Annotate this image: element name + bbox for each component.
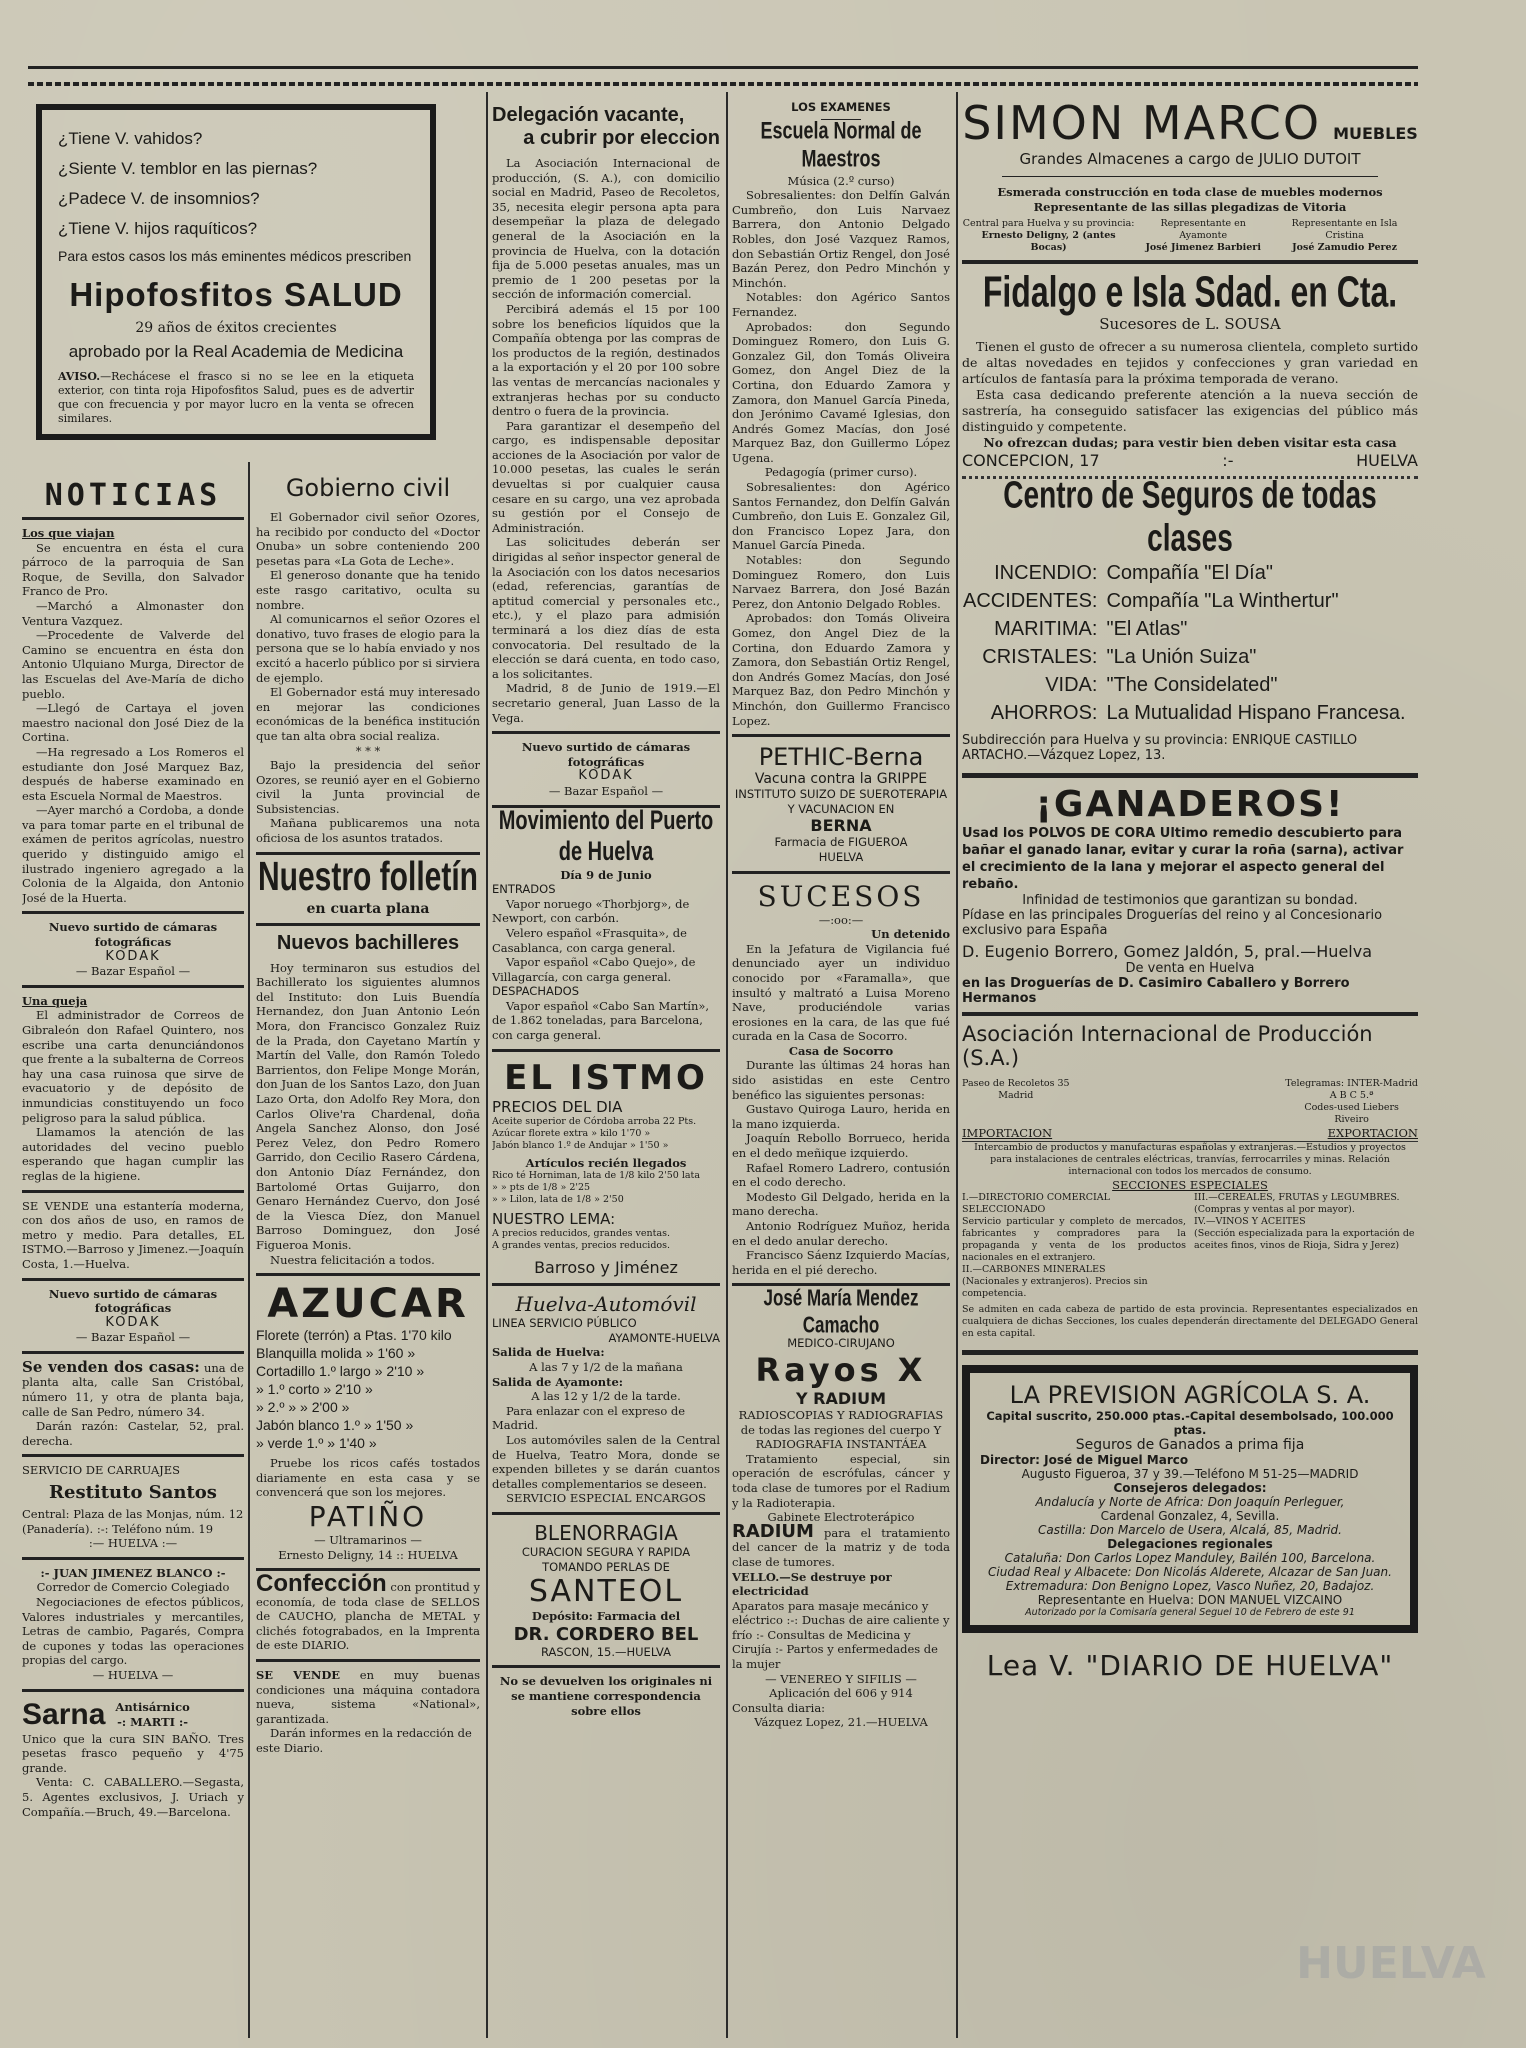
column-ads: [962, 96, 1418, 2040]
automovil-line: LINEA SERVICIO PÚBLICO: [492, 1316, 637, 1331]
ad-years: 29 años de éxitos crecientes: [135, 320, 337, 336]
sucesos-sep: —:oo:—: [818, 912, 864, 927]
simon-branch: José Jimenez Barbieri: [1145, 242, 1261, 254]
ad-hipofosfitos-salud: [36, 104, 436, 440]
pethic-vacuna: Vacuna contra la GRIPPE: [754, 771, 928, 788]
seguro-company: Compañía "El Día": [1106, 562, 1273, 585]
ad-brand: Hipofosfitos SALUD: [69, 276, 403, 313]
news-item: Joaquín Rebollo Borrueco, herida en el dedo meñique izquierdo.: [732, 1131, 950, 1161]
ad-notice: —Rechácese el frasco si no se lee en la etiqueta exterior, con tinta roja Hipofosfitos Salud, pues es de advertir que con frecuencia y por mayor lucro en la venta se ofrecen similares.: [58, 370, 414, 425]
ganaderos-title: ¡GANADEROS!: [1035, 784, 1345, 826]
jimenez-text: Negociaciones de efectos públicos, Valores industriales y mercantiles, Letras de cambio, Pagarés, Compra de cupones y todas las operaciones propias del cargo.: [22, 1595, 244, 1668]
vello: VELLO.—Se destruye por electricidad: [732, 1569, 892, 1599]
puerto-section: ENTRADOS: [492, 882, 556, 897]
top-rule: [28, 66, 1418, 69]
venereo: — VENEREO Y SIFILIS —: [765, 1671, 917, 1686]
fidalgo-title: Fidalgo e Isla Sdad. en Cta.: [982, 267, 1398, 317]
simon-branch-label: Representante en Ayamonte: [1160, 218, 1246, 242]
seguro-company: La Mutualidad Hispano Francesa.: [1106, 702, 1406, 725]
ad-notice-label: AVISO.: [58, 370, 101, 383]
news-item: El Gobernador está muy interesado en mejorar las condiciones económicas de la benéfica institución que tan alta obra social realiza.: [256, 685, 480, 743]
seguro-kind: INCENDIO:: [994, 562, 1098, 585]
blenorragia-title: BLENORRAGIA: [534, 1520, 678, 1545]
bachilleres-text: Hoy terminaron sus estudios del Bachillerato los siguientes alumnos del Instituto: don Luis Buendía Hernandez, don Juan Antonio León Mora, don Francisco Gonzalez Ruiz de la Prada, don Cayetano Martín y Martín del Valle, don Ramón Toledo Barrientos, don Felipe Monge Morán, don Juan de los Santos Lazo, don Juan Lazo Orta, don Adolfo Rey Mora, don Carlos Olive'ra Chardenal, doña Angela Sanchez Alonso, don José Perez Velez, don Pedro Romero Garrido, don Cecilio Rasero Cárdena, don Antonio Díaz Fernández, don Bartolomé Ortas Guijarro, don Genaro Hernández Cuervo, don José de la Viesca Díez, don Manuel Barroso Dominguez, don José Figueroa Monis.: [256, 960, 480, 1252]
asoc-title: Asociación Internacional de Producción (S.A.): [962, 1022, 1373, 1071]
trat-text: Tratamiento especial, sin operación de escrófulas, cáncer y toda clase de tumores por el Radium y la Radioterapia.: [732, 1451, 950, 1510]
seguro-company: "The Considelated": [1106, 674, 1278, 697]
price-row: » » pts de 1/8 » 2'25: [492, 1182, 591, 1194]
sarna-sub: Antisárnico: [115, 1699, 190, 1714]
sarna-text: Unico que la cura SIN BAÑO. Tres pesetas frasco pequeño y 4'75 grande.: [22, 1731, 244, 1775]
price-row: » 1.º corto » 2'10 »: [256, 1381, 373, 1398]
news-item: Mañana publicaremos una nota oficiosa de los asuntos tratados.: [256, 816, 480, 846]
ad-lead: Para estos casos los más eminentes médicos prescriben: [58, 248, 412, 264]
price-row: Rico té Horniman, lata de 1/8 kilo 2'50 lata: [492, 1170, 700, 1182]
asoc-tele: Telegramas: INTER-Madrid: [1285, 1078, 1418, 1090]
simon-branch: Ernesto Deligny, 2 (antes Bocas): [981, 230, 1116, 254]
devuelven-notice: No se devuelven los originales ni se mantiene correspondencia sobre ellos: [499, 1674, 713, 1718]
confeccion-title: Confección: [256, 1570, 387, 1598]
bachilleres-heading: Nuevos bachilleres: [276, 931, 460, 954]
vende-label: SE VENDE: [256, 1668, 341, 1683]
column-divider: [248, 462, 250, 2038]
ad-question: ¿Padece V. de insomnios?: [58, 189, 260, 208]
news-item: —Procedente de Valverde del Camino se encuentra en ésta don Antonio Ulquiano Murga, Director de las Escuelas del Ave-María de dicho pueblo.: [22, 628, 244, 701]
fidalgo-city: HUELVA: [1356, 451, 1418, 471]
news-item: Las solicitudes deberán ser dirigidas al señor inspector general de la Asociación con los datos necesarios (edad, referencias, garantías de aptitud comercial y personales etc., etc.), y el plazo para admisión terminará a los diez días de esta convocatoria. Del resultado de la elección se dará cuenta, en todo caso, a los solicitantes.: [492, 535, 720, 681]
news-item: Para garantizar el desempeño del cargo, es indispensable depositar acciones de la Asociación por valor de 10.000 pesetas, las cuales le serán devueltas si por cualquier causa cesare en su cargo, una vez aprobada su gestión por el Consejo de Administración.: [492, 418, 720, 535]
jimenez-city: — HUELVA —: [92, 1667, 174, 1682]
simon-representante: Representante de las sillas plegadizas de Vitoria: [1033, 199, 1347, 214]
prevision-capital: Capital suscrito, 250.000 ptas.-Capital desembolsado, 100.000 ptas.: [986, 1409, 1394, 1438]
kodak-brand: KODAK: [105, 1314, 161, 1330]
price-row: Jabón blanco 1.º de Andujar » 1'50 »: [492, 1139, 669, 1151]
pethic-title: PETHIC-Berna: [758, 743, 924, 772]
ad-question: ¿Tiene V. vahidos?: [58, 129, 203, 148]
asoc-section: III.—CEREALES, FRUTAS y LEGUMBRES.: [1194, 1192, 1400, 1204]
column-divider: [726, 92, 728, 2038]
simon-muebles: MUEBLES: [1333, 124, 1418, 143]
price-row: Jabón blanco 1.º » 1'50 »: [256, 1417, 414, 1434]
lema-line: A precios reducidos, grandes ventas.: [492, 1228, 671, 1240]
simon-branch-label: Representante en Isla Cristina: [1291, 218, 1398, 242]
lea-diario: Lea V. "DIARIO DE HUELVA": [986, 1649, 1394, 1683]
pedagogia-title: Pedagogía (primer curso).: [764, 465, 918, 480]
seguro-company: "El Atlas": [1106, 618, 1188, 641]
noticias-heading: NOTICIAS: [44, 478, 222, 513]
price-row: Blanquilla molida » 1'60 »: [256, 1345, 416, 1362]
automovil-service: SERVICIO ESPECIAL ENCARGOS: [506, 1491, 706, 1506]
aplicacion: Aplicación del 606 y 914: [769, 1686, 913, 1701]
casas-contact: Darán razón: Castelar, 52, pral. derecha.: [22, 1419, 244, 1448]
ad-question: ¿Siente V. temblor en las piernas?: [58, 159, 318, 178]
examenes-label: LOS EXAMENES: [791, 100, 891, 114]
prevision-title: LA PREVISION AGRÍCOLA S. A.: [1009, 1381, 1371, 1410]
mendez-name: José María Mendez Camacho: [763, 1285, 919, 1339]
salida-time: A las 12 y 1/2 de la tarde.: [531, 1389, 681, 1404]
seguros-subdir: Subdirección para Huelva y su provincia: ENRIQUE CASTILLO ARTACHO.—Vázquez Lopez, 13.: [962, 733, 1358, 764]
azucar-note: Pruebe los ricos cafés tostados diariamente en esta casa y se convencerá que son los mejores.: [256, 1456, 480, 1500]
ganaderos-text: Usad los POLVOS DE CORA Ultimo remedio descubierto para bañar el ganado lanar, evitar y curar la roña (sarna), activar el crecimiento de la lana y mejorar el aspecto general del rebaño.: [962, 826, 1404, 893]
exam-list: Notables: don Segundo Dominguez Romero, don Luis Narvaez Barrera, don José Bazán Perez, don Antonio Delgado Robles.: [732, 553, 950, 611]
simon-branch-label: Central para Huelva y su provincia:: [962, 218, 1135, 230]
prevision-ganados: Seguros de Ganados a prima fija: [1075, 1437, 1305, 1454]
column-delegacion: [492, 104, 720, 2040]
kodak-line: Nuevo surtido de cámaras fotográficas: [521, 740, 691, 769]
prevision-rep: Representante en Huelva: DON MANUEL VIZCAINO: [1037, 1593, 1343, 1608]
column-examenes: [732, 100, 950, 2040]
puerto-item: Vapor español «Cabo Quejo», de Villagarcía, con carga general.: [492, 955, 696, 984]
azucar-title: AZUCAR: [267, 1281, 469, 1328]
kodak-store: — Bazar Español —: [75, 964, 191, 979]
lema-line: A grandes ventas, precios reducidos.: [492, 1240, 671, 1252]
subhead: Casa de Socorro: [788, 1043, 894, 1058]
ad-question: ¿Tiene V. hijos raquíticos?: [58, 219, 258, 238]
asoc-tele: A B C 5.ª: [1329, 1090, 1374, 1102]
santeol-title: SANTEOL: [528, 1574, 684, 1610]
salida-time: A las 7 y 1/2 de la mañana: [529, 1360, 683, 1375]
radium-title: RADIUM: [732, 1520, 814, 1542]
fidalgo-text: Esta casa dedicando preferente atención a la nueva sección de sastrería, ha conseguido satisfacer las exigencias del público más distinguido y competente.: [962, 387, 1418, 435]
price-row: » » Lilon, lata de 1/8 » 2'50: [492, 1194, 624, 1206]
news-item: Se encuentra en ésta el cura párroco de la parroquia de San Roque, de Sevilla, don Salvador Franco de Pro.: [22, 540, 244, 599]
bachilleres-end: Nuestra felicitación a todos.: [270, 1252, 435, 1267]
kodak-store: — Bazar Español —: [75, 1330, 191, 1345]
rascon: RASCON, 15.—HUELVA: [541, 1644, 671, 1659]
barroso-name: Barroso y Jiménez: [534, 1258, 678, 1278]
ad-prevision: [962, 1365, 1418, 1633]
news-item: El administrador de Correos de Gibraleón don Rafael Quintero, nos escribe una carta denunciándonos que frente a la subalterna de Correos hay una casa ruinosa que sirve de evacuatorio y de depósito de inmundicias constituyendo un foco peligroso para la salud pública.: [22, 1008, 244, 1125]
ganaderos-text: Infinidad de testimonios que garantizan su bondad.: [1022, 893, 1358, 909]
deposito: Depósito: Farmacia del: [531, 1609, 681, 1624]
ganaderos-drog: en las Droguerías de D. Casimiro Caballero y Borrero Hermanos: [962, 976, 1350, 1007]
rayos-title: Rayos X: [755, 1350, 927, 1389]
delegacion-title: Delegación vacante,: [492, 104, 685, 126]
exam-list: Sobresalientes: don Agérico Santos Fernandez, don Delfín Galván Cumbreño, don Luis E. Gonzalez Gil, don Francisco Lopez Jara, don Manuel García Pineda.: [732, 480, 950, 553]
column-noticias: [22, 478, 244, 2040]
vende-text: en muy buenas condiciones una máquina contadora nueva, sistema «National», garantizada.: [256, 1668, 480, 1726]
puerto-date: Día 9 de Junio: [560, 867, 652, 882]
blenorragia-line: TOMANDO PERLAS DE: [542, 1559, 670, 1574]
prevision-cons: Cardenal Gonzalez, 4, Sevilla.: [1100, 1509, 1280, 1524]
kodak-line: Nuevo surtido de cámaras fotográficas: [48, 920, 218, 950]
simon-title: SIMON MARCO: [962, 96, 1322, 150]
asoc-section: IV.—VINOS Y ACEITES: [1194, 1216, 1306, 1228]
news-item: Llamamos la atención de las autoridades del vecino pueblo esperando que hagan cumplir las reglas de la higiene.: [22, 1125, 244, 1183]
cordero-name: DR. CORDERO BEL: [513, 1623, 699, 1645]
seguro-kind: MARITIMA:: [994, 618, 1098, 641]
prevision-del: Cataluña: Don Carlos Lopez Manduley, Bailén 100, Barcelona.: [1004, 1551, 1376, 1566]
asoc-addr: Madrid: [998, 1090, 1034, 1102]
jimenez-role: Corredor de Comercio Colegiado: [36, 1580, 230, 1595]
folletin-sub: en cuarta plana: [306, 900, 430, 917]
seguro-kind: VIDA:: [1045, 674, 1098, 697]
puerto-item: Velero español «Frasquita», de Casablanca, con carga general.: [492, 925, 687, 955]
musica-title: Música (2.º curso): [787, 173, 895, 188]
blenorragia-line: CURACION SEGURA Y RAPIDA: [521, 1544, 691, 1559]
asoc-section-text: Servicio particular y completo de mercados, fabricantes y compradores para la propaganda y venta de los productos nacionales en el extranjero.: [962, 1216, 1186, 1264]
sarna-brand: -: MARTI :-: [117, 1714, 189, 1729]
puerto-item: Vapor noruego «Thorbjorg», de Newport, con carbón.: [492, 896, 690, 926]
ganaderos-borrero: D. Eugenio Borrero, Gomez Jaldón, 5, pral.—Huelva: [962, 942, 1373, 962]
asoc-section-text: (Nacionales y extranjeros). Precios sin competencia.: [962, 1276, 1148, 1300]
library-stamp-watermark: HUELVA: [1296, 1938, 1486, 1989]
articulos-title: Artículos recién llegados: [525, 1155, 687, 1170]
price-row: Aceite superior de Córdoba arroba 22 Pts.: [492, 1115, 697, 1127]
patino-address: Ernesto Deligny, 14 :: HUELVA: [278, 1547, 458, 1562]
gobierno-heading: Gobierno civil: [285, 474, 451, 502]
puerto-heading: Movimiento del Puerto de Huelva: [498, 805, 714, 867]
news-item: Bajo la presidencia del señor Ozores, se reunió ayer en el Gobierno civil la Junta provincial de Subsistencias.: [256, 758, 480, 816]
column-gobierno: [256, 474, 480, 2040]
exam-list: Aprobados: don Tomás Oliveira Gomez, don Angel Diez de la Cortina, don Eduardo Zamora y Zamora, don Sebastián Ortiz Rengel, don Andrés Gomez Macías, don José Marquez Baz, don Pedro Minchón y Minchón, don Guillermo Francisco Lopez.: [732, 611, 950, 728]
automovil-note: Para enlazar con el expreso de Madrid.: [492, 1403, 686, 1433]
subhead: Los que viajan: [22, 526, 115, 540]
price-row: Cortadillo 1.º largo » 2'10 »: [256, 1363, 425, 1380]
vende-info: Darán informes en la redacción de este Diario.: [256, 1726, 472, 1756]
sarna-sales: Venta: C. CABALLERO.—Segasta, 5. Agentes exclusivos, J. Uriach y Compañía.—Bruch, 49.—Barcelona.: [22, 1775, 244, 1819]
news-item: El Gobernador civil señor Ozores, ha recibido por conducto del «Doctor Onuba» un sobre conteniendo 200 pesetas para «La Gota de Leche».: [256, 510, 480, 568]
kodak-store: — Bazar Español —: [548, 783, 664, 798]
sucesos-heading: SUCESOS: [757, 879, 925, 913]
asoc-section-text: (Sección especializada para la exportación de aceites finos, vinos de Rioja, Sidra y Jerez): [1194, 1228, 1415, 1252]
asoc-section: I.—DIRECTORIO COMERCIAL SELECCIONADO: [962, 1192, 1110, 1216]
pethic-berna: BERNA: [810, 816, 872, 836]
news-item: —Llegó de Cartaya el joven maestro nacional don José Diez de la Cortina.: [22, 701, 244, 745]
santos-address: Central: Plaza de las Monjas, núm. 12 (Panadería). :-: Teléfono núm. 19: [22, 1507, 244, 1536]
news-item: El generoso donante que ha tenido este rasgo caritativo, oculta su nombre.: [256, 568, 480, 612]
column-divider: [486, 92, 488, 2038]
automovil-note: Los automóviles salen de la Central de Huelva, Teatro Mora, donde se expenden billetes y se darán cuantos detalles complementarios se deseen.: [492, 1433, 720, 1491]
prevision-del: Ciudad Real y Albacete: Don Nicolás Alderete, Alcazar de San Juan.: [988, 1565, 1392, 1580]
seguro-kind: ACCIDENTES:: [963, 590, 1098, 613]
carruajes-label: SERVICIO DE CARRUAJES: [22, 1463, 181, 1478]
asoc-foot: Se admiten en cada cabeza de partido de esta provincia. Representantes especializados en cualquiera de dichas Secciones, los cuales dependerán directamente del DELEGADO General en esta capital.: [962, 1304, 1418, 1340]
news-item: —Marchó a Almonaster don Ventura Vazquez.: [22, 598, 244, 628]
asoc-tele: Codes-used Liebers: [1304, 1102, 1399, 1114]
news-item: Percibirá además el 15 por 100 sobre los beneficios líquidos que la Compañía obtenga por las compras de los productos de la región, destinados a la exportación y el 20 por 100 sobre las ventas de mercancías nacionales y extranjeras hechas por su conducto dentro o fuera de la provincia.: [492, 301, 720, 419]
puerto-section: DESPACHADOS: [492, 984, 580, 999]
news-item: —Ha regresado a Los Romeros el estudiante don José Marquez Baz, después de haberse examinado en esta Escuela Normal de Maestros.: [22, 744, 244, 803]
casas-text: una de planta alta, calle San Cristóbal, número 11, y otra de planta baja, calle de San Pedro, número 34.: [22, 1360, 244, 1419]
price-row: Florete (terrón) a Ptas. 1'70 kilo: [256, 1327, 452, 1344]
price-row: » verde 1.º » 1'40 »: [256, 1435, 377, 1452]
sarna-title: Sarna: [22, 1697, 106, 1731]
santos-title: Restituto Santos: [49, 1482, 217, 1504]
pethic-city: HUELVA: [818, 849, 864, 864]
gabinete: Gabinete Electroterápico: [767, 1510, 915, 1525]
fidalgo-text: No ofrezcan dudas; para vestir bien deben visitar esta casa: [983, 435, 1397, 451]
asoc-addr: Paseo de Recoletos 35: [962, 1078, 1070, 1090]
seguro-kind: AHORROS:: [990, 702, 1098, 725]
ganaderos-venta: De venta en Huelva: [1125, 961, 1255, 977]
news-item: Modesto Gil Delgado, herida en la mano derecha.: [732, 1189, 950, 1219]
asoc-section: II.—CARBONES MINERALES: [962, 1264, 1106, 1276]
news-item: La Asociación Internacional de producción, (S. A.), con domicilio social en Madrid, Paseo de Recoletos, 35, necesita elegir persona apta para desempeñar la plaza de delegado general de la Asociación en la provincia de Huelva, con la dotación fija de 5.000 pesetas anuales, mas un premio de 1 200 pesetas por la sección de información comercial.: [492, 156, 720, 302]
separator: * * *: [355, 743, 381, 758]
top-rule-dashed: [28, 82, 1418, 86]
asoc-section-text: (Compras y ventas al por mayor).: [1194, 1204, 1355, 1216]
confeccion-text: con prontitud y economía, de toda clase de SELLOS de CAUCHO, plancha de METAL y clichés fotograbados, en la Imprenta de este DIARIO.: [256, 1580, 480, 1653]
news-item: En la Jefatura de Vigilancia fué denunciado ayer un individuo conocido por «Faramalla», que insultó y maltrató a Luisa Moreno Nave, produciéndole varias erosiones en la cara, de las que fué curada en la Casa de Socorro.: [732, 941, 950, 1044]
news-sign: Madrid, 8 de Junio de 1919.—El secretario general, Juan Lasso de la Vega.: [492, 681, 720, 725]
kodak-line: Nuevo surtido de cámaras fotográficas: [48, 1286, 218, 1316]
kodak-brand: KODAK: [578, 768, 634, 784]
radio-text: RADIOSCOPIAS Y RADIOGRAFIAS de todas las regiones del cuerpo Y RADIOGRAFIA INSTANTÁEA: [738, 1407, 944, 1452]
news-item: Rafael Romero Ladrero, contusión en el codo derecho.: [732, 1160, 950, 1190]
asoc-secciones: SECCIONES ESPECIALES: [1112, 1177, 1268, 1192]
prevision-autorizado: Autorizado por la Comisaría general Seguel 10 de Febrero de este 91: [1025, 1607, 1355, 1619]
radium-text: para el tratamiento del cancer de la matriz y de toda clase de tumores.: [732, 1525, 950, 1569]
prevision-del: Extremadura: Don Benigno Lopez, Vasco Nuñez, 20, Badajoz.: [1005, 1579, 1375, 1594]
seguro-company: Compañía "La Winthertur": [1106, 590, 1339, 613]
fidalgo-text: Tienen el gusto de ofrecer a su numerosa clientela, completo surtido de altas novedades en tejidos y confecciones y gran variedad en artículos de fantasía para la próxima temporada de verano.: [962, 339, 1418, 387]
radium-sub: Y RADIUM: [795, 1388, 886, 1408]
jimenez-name: :- JUAN JIMENEZ BLANCO :-: [40, 1565, 226, 1580]
subhead: Una queja: [22, 993, 88, 1008]
santos-city: :— HUELVA :—: [88, 1536, 178, 1551]
automovil-title: Huelva-Automóvil: [515, 1292, 697, 1317]
fidalgo-sep: :-: [1222, 451, 1234, 471]
exam-list: Notables: don Agérico Santos Fernandez.: [732, 290, 950, 319]
exam-list: Sobresalientes: don Delfín Galván Cumbreño, don Luis Narvaez Barrera, don Antonio Delgado Robles, don José Vazquez Ramos, don Sebastián Ortiz Rengel, don José Bazán Perez, don Pedro Minchón y Minchón.: [732, 188, 950, 290]
istmo-title: EL ISTMO: [504, 1057, 708, 1098]
news-item: Durante las últimas 24 horas han sido asistidas en este Centro benéfico las siguientes personas:: [732, 1058, 950, 1102]
patino-sub: — Ultramarinos —: [314, 1532, 422, 1547]
asoc-tele: Riveiro: [1334, 1114, 1369, 1126]
kodak-brand: KODAK: [105, 948, 161, 964]
prevision-consejeros: Consejeros delegados:: [1113, 1481, 1267, 1496]
seguro-kind: CRISTALES:: [982, 646, 1098, 669]
mendez-role: MEDICO-CIRUJANO: [787, 1336, 895, 1351]
escuela-heading: Escuela Normal de Maestros: [760, 116, 922, 172]
asoc-inter: Intercambio de productos y manufacturas españolas y extranjeras.—Estudios y proyectos para instalaciones de centrales eléctricas, tranvías, ferrocarriles y minas. Relación internacional con todos los mercados de consumo.: [974, 1141, 1406, 1177]
subhead: Un detenido: [871, 927, 950, 942]
price-row: » 2.º » » 2'00 »: [256, 1399, 350, 1416]
news-item: Al comunicarnos el señor Ozores el donativo, tuvo frases de elogio para la persona que se lo había enviado y nos excitó a hacerlo público por si sirviera de ejemplo.: [256, 612, 480, 685]
seguros-table: [962, 559, 1407, 727]
pethic-farmacia: Farmacia de FIGUEROA: [774, 835, 908, 850]
pethic-instituto: INSTITUTO SUIZO DE SUEROTERAPIA Y VACUNACION EN: [734, 787, 948, 816]
ganaderos-text: Pídase en las principales Droguerías del reino y al Concesionario exclusivo para España: [962, 908, 1383, 939]
seguro-company: "La Unión Suiza": [1106, 646, 1257, 669]
salida-label: Salida de Ayamonte:: [492, 1374, 624, 1389]
price-row: Azúcar florete extra » kilo 1'70 »: [492, 1127, 651, 1139]
asoc-import: IMPORTACION: [962, 1126, 1053, 1141]
lema-title: NUESTRO LEMA:: [492, 1210, 616, 1229]
news-item: Francisco Sáenz Izquierdo Macías, herida en el pié derecho.: [732, 1248, 950, 1277]
salida-label: Salida de Huelva:: [492, 1345, 605, 1360]
ad-approved: aprobado por la Real Academia de Medicina: [68, 342, 404, 361]
vazquez-address: Vázquez Lopez, 21.—HUELVA: [754, 1715, 928, 1730]
fidalgo-addr: CONCEPCION, 17: [962, 451, 1100, 471]
seguros-title: Centro de Seguros de todas clases: [1003, 473, 1377, 560]
asoc-export: EXPORTACION: [1327, 1126, 1418, 1141]
puerto-item: Vapor español «Cabo San Martín», de 1.862 toneladas, para Barcelona, con carga general.: [492, 998, 710, 1043]
prevision-cons: Andalucía y Norte de Africa: Don Joaquín Perleguer,: [1035, 1495, 1345, 1510]
news-item: Gustavo Quiroga Lauro, herida en la mano izquierda.: [732, 1102, 950, 1131]
news-item: —Ayer marchó a Cordoba, a donde va para tomar parte en el tribunal de exámen de peritos agrícolas, nuestro querido y distinguido amigo el ilustrado ingeniero agregado a la Colonia de la Algaida, don Antonio José de la Huerta.: [22, 803, 244, 905]
automovil-route: AYAMONTE-HUELVA: [608, 1330, 720, 1345]
delegacion-title-2: a cubrir por eleccion: [523, 127, 720, 149]
patino-title: PATIÑO: [308, 1499, 428, 1533]
prevision-augusto: Augusto Figueroa, 37 y 39.—Teléfono M 51-25—MADRID: [1021, 1467, 1359, 1482]
ad-estanteria: SE VENDE una estantería moderna, con dos años de uso, en ramos de metro y medio. Para detalles, EL ISTMO.—Barroso y Jimenez.—Joaquín Costa, 1.—Huelva.: [22, 1198, 244, 1271]
consulta: Consulta diaria:: [732, 1700, 826, 1715]
prevision-director: Director: José de Miguel Marco: [980, 1453, 1189, 1468]
prevision-cons: Castilla: Don Marcelo de Usera, Alcalá, 85, Madrid.: [1038, 1523, 1342, 1538]
simon-branch: José Zamudio Perez: [1292, 242, 1397, 254]
aparatos: Aparatos para masaje mecánico y eléctrico :-: Duchas de aire caliente y frío :- Consultas de Medicina y Cirujía :- Partos y enfermedades de la mujer: [732, 1598, 950, 1672]
casas-title: Se venden dos casas:: [22, 1357, 200, 1376]
news-item: Antonio Rodríguez Muñoz, herida en el dedo anular derecho.: [732, 1219, 950, 1248]
prevision-delegaciones: Delegaciones regionales: [1107, 1537, 1273, 1552]
simon-almacenes: Grandes Almacenes a cargo de JULIO DUTOIT: [1019, 150, 1361, 168]
precios-title: PRECIOS DEL DIA: [492, 1097, 623, 1116]
folletin-title: Nuestro folletín: [257, 854, 478, 900]
exam-list: Aprobados: don Segundo Dominguez Romero, don Luis G. Gonzalez Gil, don Tomás Oliveira Gomez, don Angel Diez de la Cortina, don Eduardo Zamora y Zamora, don Manuel García Pineda, don Jerónimo Cavamé Iglesias, don Andrés Gomez Macías, don José Marquez Baz, don Guillermo López Ugena.: [732, 319, 950, 465]
simon-esmerada: Esmerada construcción en toda clase de muebles modernos: [997, 185, 1383, 199]
fidalgo-sucesores: Sucesores de L. SOUSA: [1099, 315, 1281, 334]
column-divider: [956, 92, 958, 2038]
